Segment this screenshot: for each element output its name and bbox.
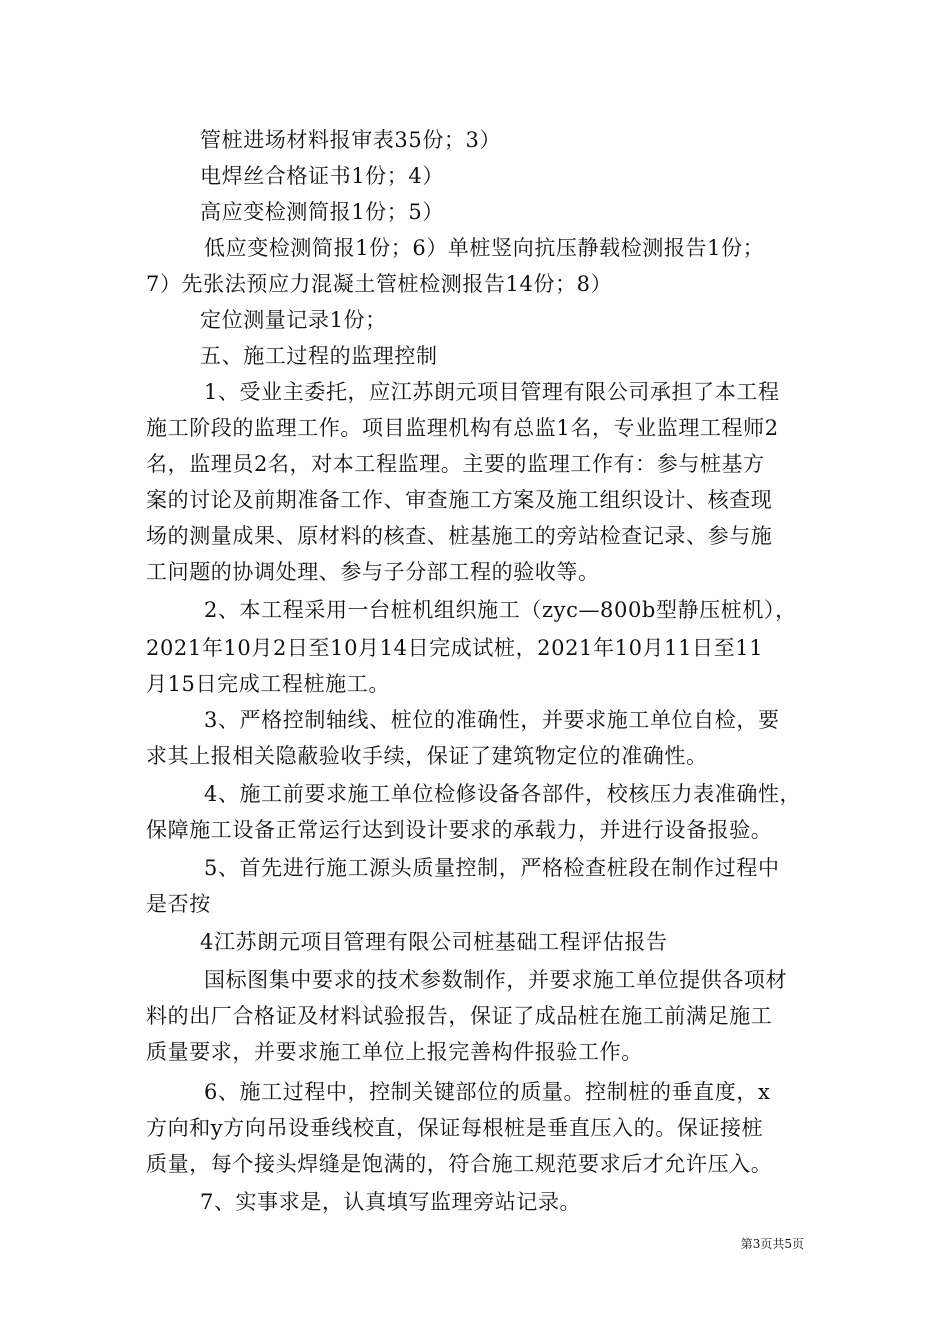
text-line: 料的出厂合格证及材料试验报告，保证了成品桩在施工前满足施工 [146,1004,773,1028]
text-line: 电焊丝合格证书1份；4） [200,164,444,188]
page-number: 第3页共5页 [740,1237,804,1251]
text-line: 低应变检测简报1份；6）单桩竖向抗压静载检测报告1份； [204,236,765,260]
text-line: 7、实事求是，认真填写监理旁站记录。 [200,1190,582,1214]
text-line: 4、施工前要求施工单位检修设备各部件，校核压力表准确性， [204,782,802,806]
text-line: 定位测量记录1份； [200,308,387,332]
text-line: 案的讨论及前期准备工作、审查施工方案及施工组织设计、核查现 [146,488,773,512]
section-heading: 五、施工过程的监理控制 [200,344,438,368]
text-line: 5、首先进行施工源头质量控制，严格检查桩段在制作过程中 [204,856,780,880]
text-line: 方向和y方向吊设垂线校直，保证每根桩是垂直压入的。保证接桩 [146,1116,764,1140]
text-line: 求其上报相关隐蔽验收手续，保证了建筑物定位的准确性。 [146,744,708,768]
text-line: 保障施工设备正常运行达到设计要求的承载力，并进行设备报验。 [146,818,773,842]
text-line: 3、严格控制轴线、桩位的准确性，并要求施工单位自检，要 [204,708,780,732]
text-line: 质量要求，并要求施工单位上报完善构件报验工作。 [146,1040,643,1064]
text-line: 施工阶段的监理工作。项目监理机构有总监1名，专业监理工程师2 [146,416,779,440]
text-line: 管桩进场材料报审表35份；3） [200,128,502,152]
text-line: 月15日完成工程桩施工。 [146,672,390,696]
inline-report-title: 4江苏朗元项目管理有限公司桩基础工程评估报告 [200,930,668,954]
text-line: 高应变检测简报1份；5） [200,200,444,224]
text-line: 质量，每个接头焊缝是饱满的，符合施工规范要求后才允许压入。 [146,1152,773,1176]
text-line: 1、受业主委托，应江苏朗元项目管理有限公司承担了本工程 [204,380,780,404]
text-line: 2021年10月2日至10月14日完成试桩，2021年10月11日至11 [146,636,764,660]
text-line: 场的测量成果、原材料的核查、桩基施工的旁站检查记录、参与施 [146,524,773,548]
text-line: 名，监理员2名，对本工程监理。主要的监理工作有：参与桩基方 [146,452,765,476]
text-line: 工问题的协调处理、参与子分部工程的验收等。 [146,560,600,584]
text-line: 7）先张法预应力混凝土管桩检测报告14份；8） [146,272,613,296]
text-line: 国标图集中要求的技术参数制作，并要求施工单位提供各项材 [204,968,788,992]
text-line: 2、本工程采用一台桩机组织施工（zyc—800b型静压桩机）， [204,598,797,622]
text-line: 6、施工过程中，控制关键部位的质量。控制桩的垂直度，x [204,1080,771,1104]
text-line: 是否按 [146,892,211,916]
